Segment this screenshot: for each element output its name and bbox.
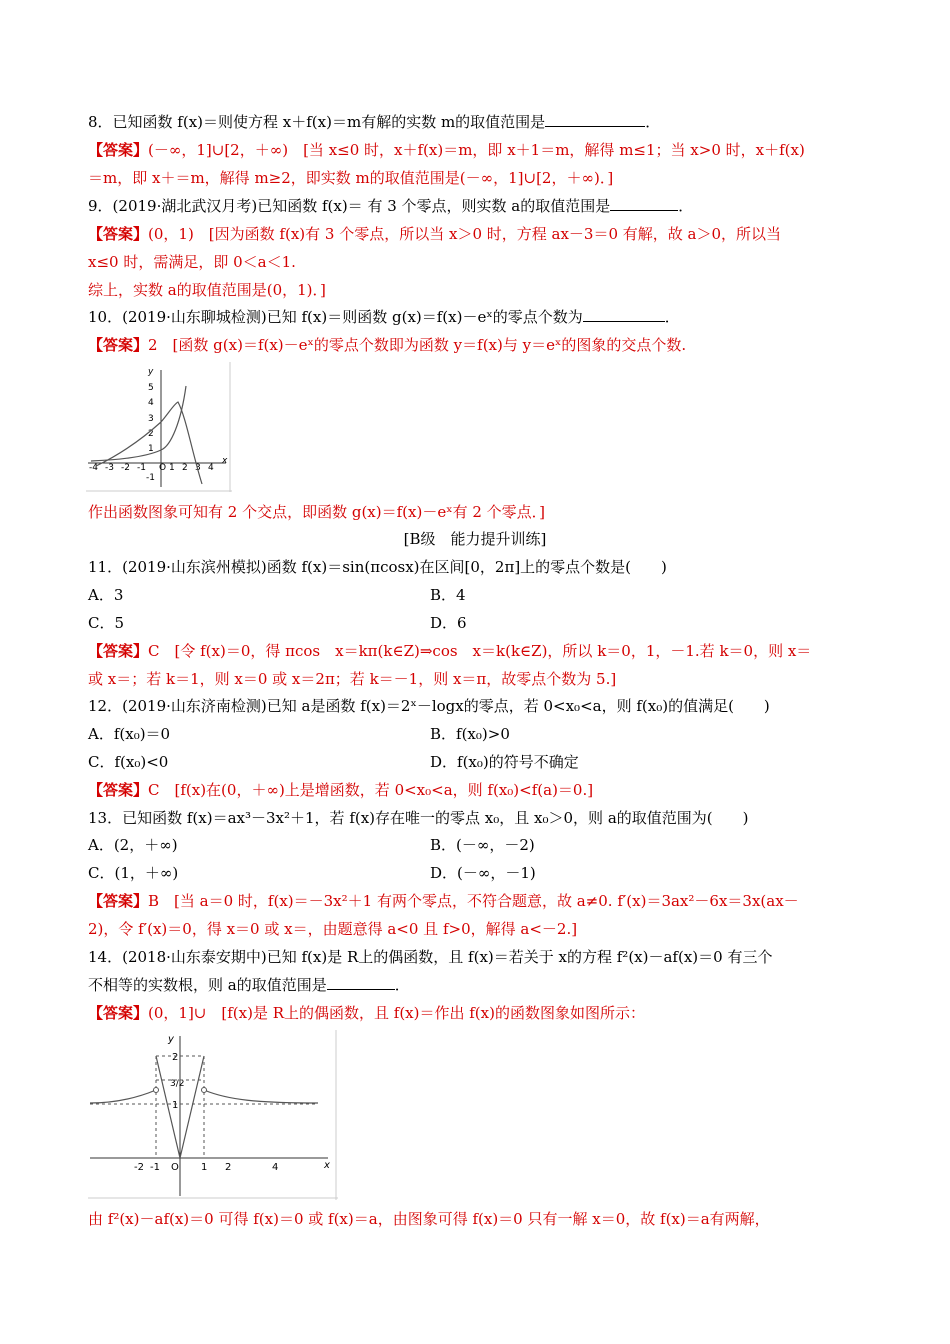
answer-9-line1 — [88, 224, 781, 244]
option-c: C．5 — [88, 614, 125, 632]
answer-blank — [545, 112, 645, 127]
a14-l2: 由 f²(x)－af(x)＝0 可得 f(x)＝0 或 f(x)＝a，由图象可得 f(x)＝0 只有一解 x＝0，故 f(x)＝a有两解， — [88, 1210, 770, 1228]
fig1-ytick: 3 — [148, 414, 154, 424]
a13-l1: B [当 a＝0 时，f(x)＝－3x²＋1 有两个零点，不符合题意，故 a≠0. f′(x)＝3ax²－6x＝3x(ax－ — [148, 892, 799, 910]
question-14-line2 — [88, 975, 410, 995]
open-point-left — [154, 1088, 159, 1093]
question-8 — [88, 112, 660, 132]
fig1-x-label: x — [222, 456, 228, 466]
fig1-xtick: 4 — [208, 463, 214, 473]
fig2-xtick: -2 — [134, 1162, 144, 1173]
answer-label: 【答案】 — [88, 642, 149, 660]
answer-label: 【答案】 — [88, 781, 149, 799]
q10-end: ． — [664, 308, 680, 326]
q13-text: 13．已知函数 f(x)＝ax³－3x²＋1，若 f(x)存在唯一的零点 x₀，且 x₀＞0，则 a的取值范围为( ) — [88, 809, 749, 827]
option-b: B．(－∞，－2) — [430, 836, 535, 854]
fig2-xtick: 4 — [272, 1162, 279, 1173]
answer-9-line3 — [88, 280, 326, 300]
q8-end: ． — [645, 113, 661, 131]
answer-label: 【答案】 — [88, 336, 149, 354]
option-a: A．(2，＋∞) — [88, 836, 178, 854]
a10-l1: 2 [函数 g(x)＝f(x)－eˣ的零点个数即为函数 y＝f(x)与 y＝eˣ的图象的交点个数. — [148, 336, 687, 354]
fig1-xtick: -1 — [137, 463, 146, 473]
q9-text: 9．(2019·湖北武汉月考)已知函数 f(x)＝ 有 3 个零点，则实数 a的取值范围是 — [88, 197, 611, 215]
a12-l1: C [f(x)在(0，＋∞)上是增函数，若 0<x₀<a，则 f(x₀)<f(a)＝0.] — [148, 781, 594, 799]
question-14-line1 — [88, 947, 772, 967]
fig2-xtick: O — [171, 1162, 179, 1173]
fig1-y-label: y — [148, 367, 154, 377]
q14-l1: 14．(2018·山东泰安期中)已知 f(x)是 R上的偶函数，且 f(x)＝若关于 x的方程 f²(x)－af(x)＝0 有三个 — [88, 948, 773, 966]
fig1-xtick: -3 — [105, 463, 114, 473]
answer-13-line1 — [88, 891, 799, 911]
answer-14-line2 — [88, 1209, 770, 1229]
q14-end: ． — [394, 976, 410, 994]
option-d: D．6 — [430, 614, 467, 632]
option-c: C．(1，＋∞) — [88, 864, 179, 882]
fig1-xtick: 2 — [182, 463, 188, 473]
option-a: A．3 — [88, 586, 124, 604]
fig1-ytick-neg: -1 — [146, 473, 155, 483]
a9-l2: x≤0 时，需满足，即 0＜a＜1. — [88, 253, 296, 271]
fig1-ytick: 1 — [148, 444, 154, 454]
option-b: B．4 — [430, 586, 466, 604]
q12-text: 12．(2019·山东济南检测)已知 a是函数 f(x)＝2ˣ－logx的零点，若 0<x₀<a，则 f(x₀)的值满足( ) — [88, 697, 770, 715]
answer-13-line2 — [88, 919, 577, 939]
a9-l1: (0，1) [因为函数 f(x)有 3 个零点，所以当 x＞0 时，方程 ax－3＝0 有解，故 a＞0，所以当 — [148, 225, 782, 243]
question-9 — [88, 196, 693, 216]
a14-l1: (0，1]∪ [f(x)是 R上的偶函数，且 f(x)＝作出 f(x)的函数图象如图所示： — [148, 1004, 645, 1022]
answer-14-line1 — [88, 1003, 645, 1023]
answer-label: 【答案】 — [88, 892, 149, 910]
fig2-ytick-1: 1 — [172, 1100, 179, 1111]
fig1-ytick: 4 — [148, 398, 154, 408]
q11-text: 11．(2019·山东滨州模拟)函数 f(x)＝sin(πcosx)在区间[0，2π]上的零点个数是( ) — [88, 558, 667, 576]
answer-blank — [610, 196, 678, 211]
fig1-ytick: 2 — [148, 429, 154, 439]
q10-text: 10．(2019·山东聊城检测)已知 f(x)＝则函数 g(x)＝f(x)－eˣ的零点个数为 — [88, 308, 583, 326]
a11-l1: C [令 f(x)＝0，得 πcos x＝kπ(k∈Z)⇒cos x＝k(k∈Z)，所以 k＝0，1，－1.若 k＝0，则 x＝ — [148, 642, 812, 660]
section-header: [B级 能力提升训练] — [403, 530, 547, 548]
option-b: B．f(x₀)>0 — [430, 725, 510, 743]
question-13 — [88, 808, 748, 828]
answer-8-line1 — [88, 140, 805, 160]
answer-8-line2 — [88, 168, 613, 188]
option-a: A．f(x₀)＝0 — [88, 725, 171, 743]
fig2-ytick-2: 2 — [172, 1052, 179, 1063]
option-d: D．(－∞，－1) — [430, 864, 536, 882]
answer-12-line1 — [88, 780, 593, 800]
fig2-xtick: 1 — [201, 1162, 208, 1173]
answer-label: 【答案】 — [88, 225, 149, 243]
answer-11-line2 — [88, 669, 616, 689]
answer-blank — [327, 975, 395, 990]
a10-l2: 作出函数图象可知有 2 个交点，即函数 g(x)＝f(x)－eˣ有 2 个零点．] — [88, 503, 545, 521]
question-12 — [88, 696, 770, 716]
answer-10-line1 — [88, 335, 686, 355]
answer-label: 【答案】 — [88, 1004, 149, 1022]
fig2-y-label: y — [168, 1034, 174, 1045]
a13-l2: 2)，令 f′(x)＝0，得 x＝0 或 x＝，由题意得 a<0 且 f>0，解得 a<－2.] — [88, 920, 578, 938]
q8-text: 8．已知函数 f(x)＝则使方程 x＋f(x)＝m有解的实数 m的取值范围是 — [88, 113, 546, 131]
open-point-right — [202, 1088, 207, 1093]
a9-l3: 综上，实数 a的取值范围是(0，1)．] — [88, 281, 326, 299]
fig2-xtick: 2 — [225, 1162, 232, 1173]
answer-label: 【答案】 — [88, 141, 149, 159]
figure-1-graph — [86, 362, 232, 492]
fig1-xtick: -2 — [121, 463, 130, 473]
fig1-xtick: O — [159, 463, 167, 473]
a8-l1: (－∞，1]∪[2，＋∞) [当 x≤0 时，x＋f(x)＝m，即 x＋1＝m，解得 m≤1；当 x>0 时，x＋f(x) — [148, 141, 805, 159]
q14-l2: 不相等的实数根，则 a的取值范围是 — [88, 976, 327, 994]
fig1-xtick: 1 — [169, 463, 175, 473]
question-11 — [88, 557, 667, 577]
a8-l2: ＝m，即 x＋＝m，解得 m≥2，即实数 m的取值范围是(－∞，1]∪[2，＋∞)．] — [88, 169, 614, 187]
answer-9-line2 — [88, 252, 296, 272]
option-d: D．f(x₀)的符号不确定 — [430, 753, 579, 771]
answer-blank — [583, 307, 665, 322]
option-c: C．f(x₀)<0 — [88, 753, 169, 771]
question-10 — [88, 307, 680, 327]
fig2-xtick: -1 — [150, 1162, 160, 1173]
fig1-xtick: 3 — [195, 463, 201, 473]
answer-10-line2 — [88, 502, 545, 522]
fig1-ytick: 5 — [148, 383, 154, 393]
fig2-ytick-3-2: 3/2 — [170, 1079, 185, 1089]
a11-l2: 或 x＝；若 k＝1，则 x＝0 或 x＝2π；若 k＝－1，则 x＝π，故零点个数为 5.] — [88, 670, 617, 688]
figure-2-graph — [88, 1030, 338, 1200]
fig1-xtick: -4 — [89, 463, 98, 473]
fig2-x-label: x — [324, 1160, 330, 1171]
answer-11-line1 — [88, 641, 811, 661]
q9-end: ． — [678, 197, 694, 215]
